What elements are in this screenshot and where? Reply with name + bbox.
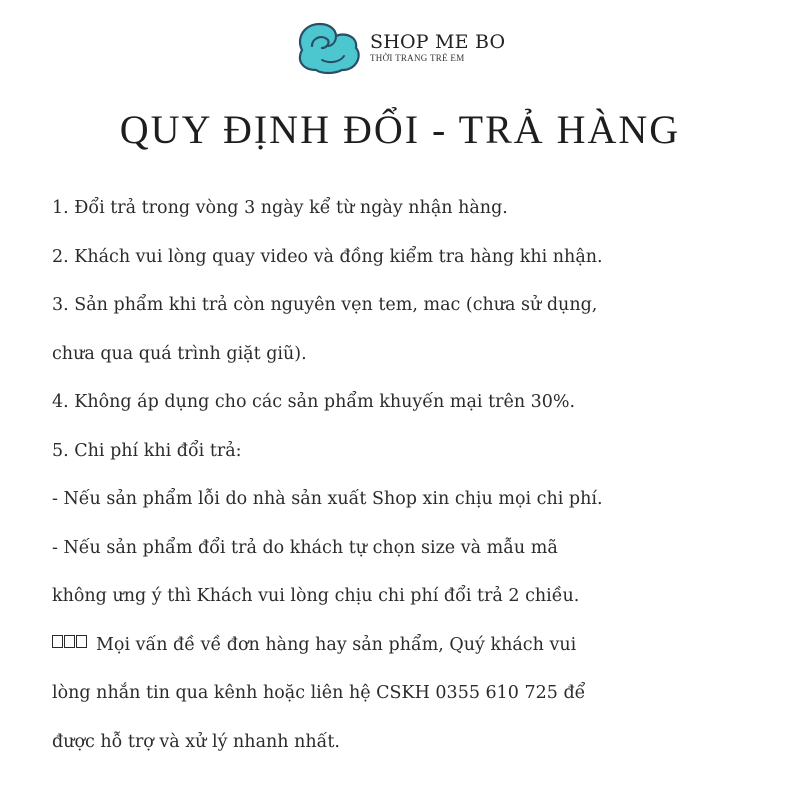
policy-line-1 [52, 190, 782, 239]
blue-balloon-logo-icon [292, 20, 364, 76]
policy-line-11 [52, 675, 782, 724]
policy-line-6 [52, 433, 782, 482]
policy-line-text: chưa qua quá trình giặt giũ). [52, 343, 307, 364]
brand-tagline: THỜI TRANG TRẺ EM [370, 53, 465, 63]
policy-line-text: không ưng ý thì Khách vui lòng chịu chi phí đổi trả 2 chiều. [52, 586, 580, 606]
policy-line-text: lòng nhắn tin qua kênh hoặc liên hệ CSKH 0355 610 725 để [52, 683, 586, 703]
policy-line-4 [52, 336, 782, 385]
policy-line-3 [52, 287, 782, 336]
policy-line-9 [52, 578, 782, 627]
missing-glyph-icon [52, 625, 88, 661]
policy-line-text: - Nếu sản phẩm đổi trả do khách tự chọn size và mẫu mã [52, 537, 558, 558]
policy-line-8 [52, 530, 782, 579]
policy-line-text: - Nếu sản phẩm lỗi do nhà sản xuất Shop xin chịu mọi chi phí. [52, 489, 603, 509]
policy-line-text: được hỗ trợ và xử lý nhanh nhất. [52, 731, 340, 752]
brand-text [370, 32, 505, 64]
policy-line-7 [52, 481, 782, 530]
brand-header [292, 18, 505, 78]
policy-line-5 [52, 384, 782, 433]
policy-line-text: 4. Không áp dụng cho các sản phẩm khuyến mại trên 30%. [52, 392, 576, 412]
policy-line-text: Mọi vấn đề về đơn hàng hay sản phẩm, Quý khách vui [96, 634, 577, 655]
policy-line-text: 1. Đổi trả trong vòng 3 ngày kể từ ngày nhận hàng. [52, 198, 508, 218]
policy-line-10 [52, 627, 782, 676]
page-title: QUY ĐỊNH ĐỔI - TRẢ HÀNG [119, 107, 681, 152]
policy-line-text: 5. Chi phí khi đổi trả: [52, 440, 242, 461]
policy-line-text: 2. Khách vui lòng quay video và đồng kiểm tra hàng khi nhận. [52, 246, 603, 267]
policy-line-2 [52, 239, 782, 288]
policy-list [52, 190, 782, 772]
policy-line-text: 3. Sản phẩm khi trả còn nguyên vẹn tem, mac (chưa sử dụng, [52, 295, 598, 315]
policy-line-12 [52, 724, 782, 773]
brand-name: SHOP ME BO [370, 31, 506, 53]
